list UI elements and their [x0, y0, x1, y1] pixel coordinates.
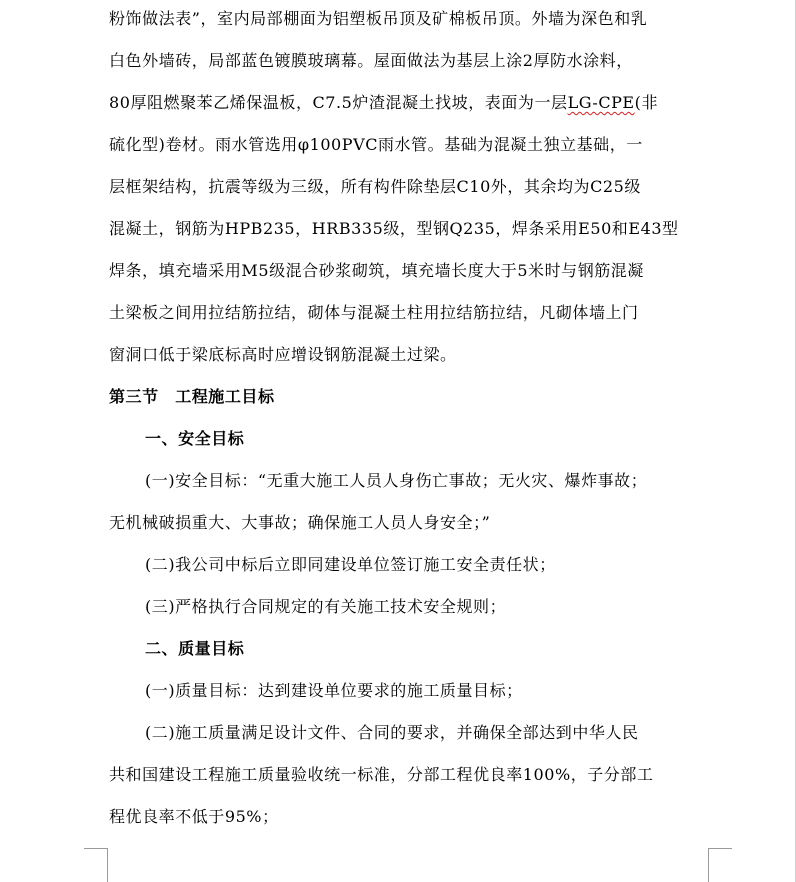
- quality-item-1: (一)质量目标：达到建设单位要求的施工质量目标；: [145, 681, 523, 700]
- paragraph-line: 混凝土，钢筋为HPB235，HRB335级，型钢Q235，焊条采用E50和E43型: [109, 219, 679, 238]
- quality-heading: 二、质量目标: [145, 639, 245, 658]
- paragraph-line-end: (非: [634, 93, 659, 112]
- paragraph-line: 粉饰做法表”，室内局部棚面为铝塑板吊顶及矿棉板吊顶。外墙为深色和乳: [109, 9, 648, 28]
- paragraph-line: 焊条，填充墙采用M5级混合砂浆砌筑，填充墙长度大于5米时与钢筋混凝: [109, 261, 644, 280]
- quality-item-2-end: 程优良率不低于95%；: [109, 807, 279, 826]
- quality-item-2: (二)施工质量满足设计文件、合同的要求，并确保全部达到中华人民: [145, 723, 639, 742]
- margin-corner-mark-right: [708, 848, 732, 882]
- paragraph-line: 窗洞口低于梁底标高时应增设钢筋混凝土过梁。: [109, 345, 457, 364]
- safety-item-1-continued: 无机械破损重大、大事故；确保施工人员人身安全；”: [109, 513, 491, 532]
- paragraph-line: [109, 93, 658, 113]
- safety-item-3: (三)严格执行合同规定的有关施工技术安全规则；: [145, 597, 507, 616]
- safety-heading: 一、安全目标: [145, 429, 245, 448]
- paragraph-line: 土梁板之间用拉结筋拉结，砌体与混凝土柱用拉结筋拉结，凡砌体墙上门: [109, 303, 639, 322]
- section-heading: 第三节 工程施工目标: [109, 387, 275, 406]
- margin-corner-mark-left: [84, 848, 108, 882]
- quality-item-2-continued: 共和国建设工程施工质量验收统一标准，分部工程优良率100%，子分部工: [109, 765, 654, 784]
- safety-item-1: (一)安全目标：“无重大施工人员人身伤亡事故；无火灾、爆炸事故；: [145, 471, 648, 490]
- paragraph-line: 层框架结构，抗震等级为三级，所有构件除垫层C10外，其余均为C25级: [109, 177, 641, 196]
- paragraph-line-text: 80厚阻燃聚苯乙烯保温板，C7.5炉渣混凝土找坡，表面为一层: [109, 93, 568, 112]
- spellcheck-flagged-word[interactable]: LG-CPE: [567, 93, 635, 112]
- paragraph-line: 白色外墙砖，局部蓝色镀膜玻璃幕。屋面做法为基层上涂2厚防水涂料，: [109, 51, 633, 70]
- safety-item-2: (二)我公司中标后立即同建设单位签订施工安全责任状；: [145, 555, 556, 574]
- paragraph-line: 硫化型)卷材。雨水管选用φ100PVC雨水管。基础为混凝土独立基础，一: [109, 135, 643, 154]
